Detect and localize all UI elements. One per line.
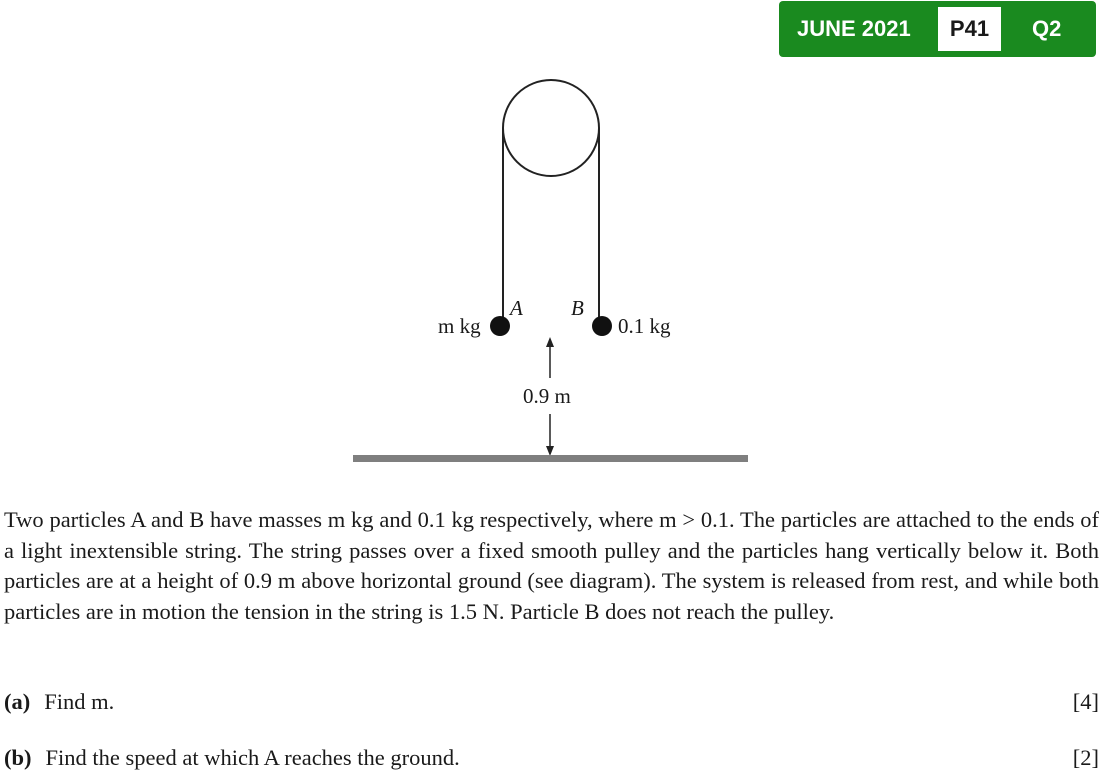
arrow-head-up xyxy=(546,337,554,347)
question-number: Q2 xyxy=(1032,16,1062,41)
mass-b-label: 0.1 kg xyxy=(618,314,671,338)
part-b-tag: (b) xyxy=(4,745,32,770)
part-a-marks: [4] xyxy=(1072,689,1099,714)
part-b-text: Find the speed at which A reaches the ground. xyxy=(45,745,460,770)
mass-a-label: m kg xyxy=(438,314,481,338)
height-label: 0.9 m xyxy=(523,384,571,408)
pulley xyxy=(503,80,599,176)
part-a-text: Find m. xyxy=(44,689,115,714)
ground xyxy=(353,455,748,462)
part-a-tag: (a) xyxy=(4,689,31,714)
particle-b xyxy=(592,316,612,336)
particle-a xyxy=(490,316,510,336)
question-text: Two particles A and B have masses m kg and 0.1 kg respectively, where m > 0.1. The particles are attached to the ends of a light inextensible string. The string passes over a fixed smooth pulley and the particles hang vertically below it. Both particles are at a height of 0.9 m above horizontal ground (see diagram). The system is released from rest, and while both particles are in motion the tension in the string is 1.5 N. Particle B does not reach the pulley. xyxy=(4,507,1099,624)
label-a: A xyxy=(510,296,523,320)
label-b: B xyxy=(571,296,584,320)
session-date: JUNE 2021 xyxy=(797,16,911,41)
paper-code: P41 xyxy=(938,7,1001,51)
part-a xyxy=(4,689,1099,715)
part-b xyxy=(4,745,1099,771)
arrow-head-down xyxy=(546,446,554,456)
part-b-marks: [2] xyxy=(1072,745,1099,770)
